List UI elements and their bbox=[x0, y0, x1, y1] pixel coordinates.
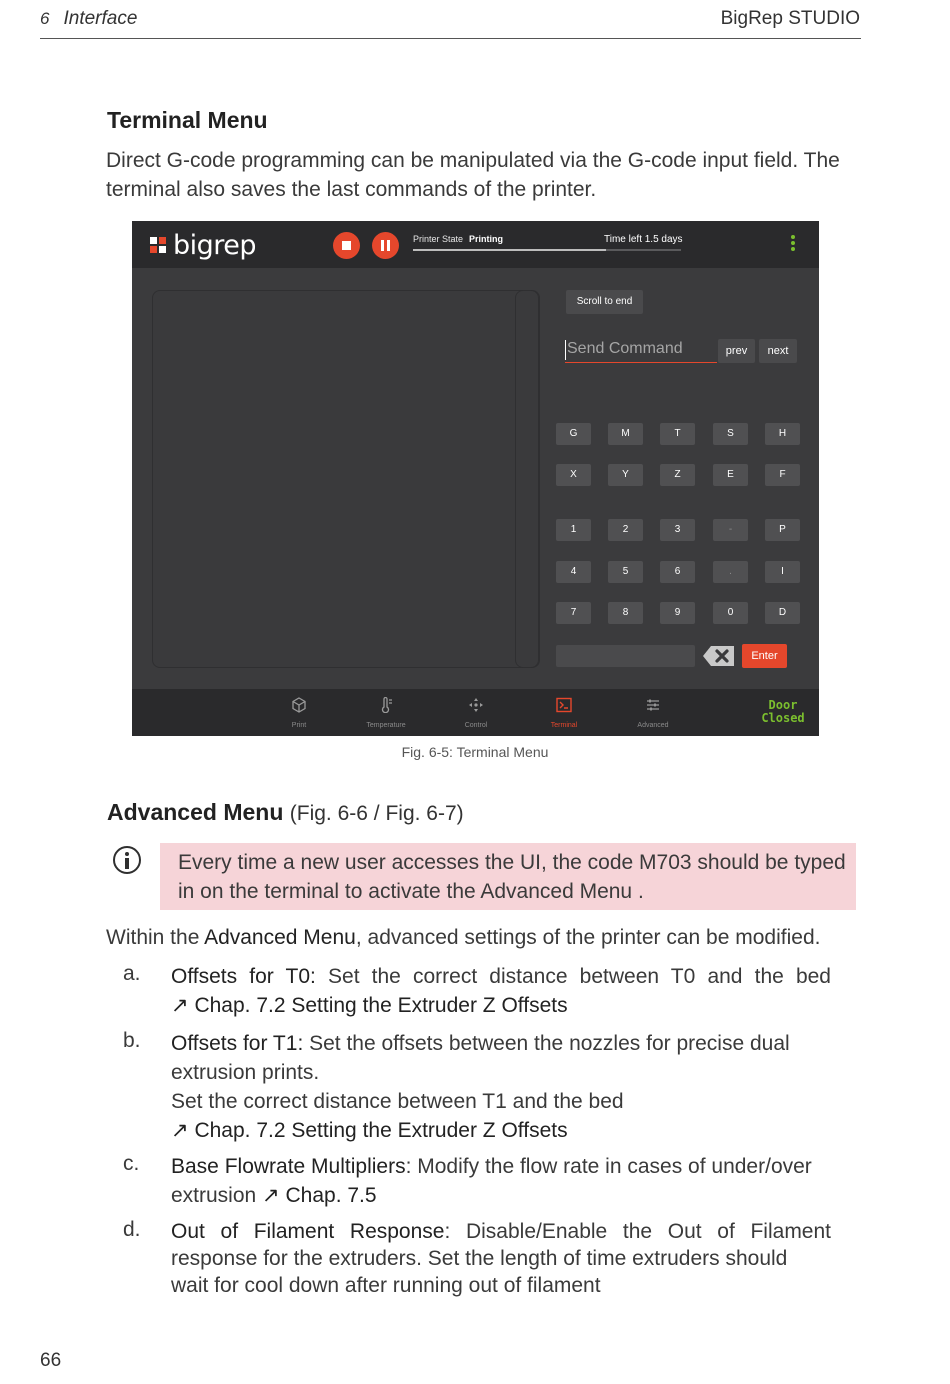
advanced-title-figure-ref: (Fig. 6-6 / Fig. 6-7) bbox=[289, 802, 464, 825]
nav-label: Print bbox=[291, 722, 307, 729]
keypad-key[interactable]: 2 bbox=[608, 519, 643, 541]
keypad-key[interactable]: 6 bbox=[660, 561, 695, 583]
nav-label: Terminal bbox=[550, 722, 578, 729]
advanced-title-text: Advanced Menu bbox=[107, 799, 284, 825]
pause-icon bbox=[381, 240, 384, 251]
running-header-product: BigRep STUDIO bbox=[720, 8, 860, 29]
nav-label: Control bbox=[464, 722, 488, 729]
keypad-key[interactable]: G bbox=[556, 423, 591, 445]
keypad-key[interactable]: 7 bbox=[556, 602, 591, 624]
list-item-keyword: Base Flowrate Multipliers bbox=[171, 1155, 406, 1178]
keypad-key[interactable]: Y bbox=[608, 464, 643, 486]
list-marker: d. bbox=[123, 1218, 141, 1241]
keypad-key[interactable]: X bbox=[556, 464, 591, 486]
printer-state-label: Printer State bbox=[413, 234, 464, 244]
chapter-reference-link[interactable]: Chap. 7.2 Setting the Extruder Z Offsets bbox=[194, 994, 568, 1017]
terminal-output-panel bbox=[152, 290, 540, 668]
logo-text: bigrep bbox=[173, 229, 257, 261]
figure-caption: Fig. 6-5: Terminal Menu bbox=[401, 744, 549, 760]
keypad-key[interactable]: E bbox=[713, 464, 748, 486]
intro-line: Direct G-code programming can be manipulated via the G-code input field. The bbox=[106, 149, 840, 172]
list-item-offsets-t0: Offsets for T0: Set the correct distance between T0 and the bed ↗ Chap. 7.2 Setting the Extruder Z Offsets bbox=[171, 965, 831, 1017]
note-line: Every time a new user accesses the UI, the code M703 should be typed bbox=[178, 851, 846, 874]
print-progress-fill bbox=[413, 249, 606, 251]
bottom-nav-bar bbox=[132, 689, 819, 736]
keypad-key[interactable]: 0 bbox=[713, 602, 748, 624]
keypad-key[interactable]: 9 bbox=[660, 602, 695, 624]
move-arrows-icon bbox=[468, 697, 484, 713]
keypad-key[interactable]: 5 bbox=[608, 561, 643, 583]
time-left-label: Time left 1.5 days bbox=[604, 234, 683, 245]
terminal-intro-paragraph bbox=[106, 146, 866, 204]
header-rule bbox=[40, 38, 861, 39]
chapter-title: Interface bbox=[63, 8, 138, 29]
keypad-key[interactable]: . bbox=[713, 561, 748, 583]
printer-state-value: Printing bbox=[469, 234, 503, 244]
section-title-terminal: Terminal Menu bbox=[107, 107, 268, 133]
keypad-key[interactable]: F bbox=[765, 464, 800, 486]
logo-mark-icon bbox=[150, 237, 166, 253]
cube-icon bbox=[291, 697, 307, 713]
keypad-key[interactable]: 8 bbox=[608, 602, 643, 624]
next-command-button[interactable]: next bbox=[759, 339, 797, 363]
nav-temperature[interactable] bbox=[351, 689, 421, 736]
nav-label: Temperature bbox=[366, 722, 406, 729]
thermometer-icon bbox=[378, 697, 394, 713]
keypad-key[interactable]: - bbox=[713, 519, 748, 541]
sliders-icon bbox=[645, 697, 661, 713]
list-item-filament-response: Out of Filament Response: Disable/Enable the Out of Filament response for the extruders. Set the length of time extruders should wait for cool down after running out of filament bbox=[171, 1220, 832, 1297]
prev-command-button[interactable]: prev bbox=[718, 339, 755, 363]
keypad-key[interactable]: 1 bbox=[556, 519, 591, 541]
terminal-menu-screenshot bbox=[132, 221, 819, 736]
list-item-flowrate: Base Flowrate Multipliers: Modify the flow rate in cases of under/over extrusion ↗ Chap. 7.5 bbox=[171, 1155, 812, 1207]
intro-line: terminal also saves the last commands of the printer. bbox=[106, 178, 597, 201]
chapter-link-arrow-icon: ↗ bbox=[262, 1184, 280, 1207]
keypad-key[interactable]: M bbox=[608, 423, 643, 445]
keypad-key[interactable]: S bbox=[713, 423, 748, 445]
door-status bbox=[752, 699, 814, 725]
list-marker: a. bbox=[123, 962, 141, 985]
chapter-number: 6 bbox=[40, 9, 50, 28]
section-title-advanced bbox=[107, 799, 464, 826]
nav-advanced[interactable] bbox=[618, 689, 688, 736]
printer-top-bar bbox=[132, 221, 819, 268]
list-item-keyword: Offsets for T0: bbox=[171, 965, 316, 988]
text-caret bbox=[565, 340, 566, 360]
pause-print-button[interactable] bbox=[372, 232, 399, 259]
backspace-icon[interactable] bbox=[702, 645, 735, 667]
chapter-reference-link[interactable]: Chap. 7.5 bbox=[285, 1184, 377, 1207]
page-number: 66 bbox=[40, 1350, 62, 1371]
terminal-icon bbox=[556, 697, 572, 713]
list-item-keyword: Out of Filament Response bbox=[171, 1220, 445, 1243]
list-item-keyword: Offsets for T1: bbox=[171, 1032, 304, 1055]
enter-button[interactable]: Enter bbox=[742, 644, 787, 668]
stop-print-button[interactable] bbox=[333, 232, 360, 259]
keypad-key[interactable]: 3 bbox=[660, 519, 695, 541]
advanced-menu-keyword: Advanced Menu bbox=[204, 926, 356, 949]
list-item-offsets-t1: Offsets for T1: Set the offsets between the nozzles for precise dual extrusion prints. Set the correct distance between T1 and the bed ↗ Chap. 7.2 Setting the Extruder Z Offsets bbox=[171, 1032, 790, 1142]
chapter-link-arrow-icon: ↗ bbox=[171, 994, 189, 1017]
list-marker: b. bbox=[123, 1029, 141, 1052]
chapter-reference-link[interactable]: Chap. 7.2 Setting the Extruder Z Offsets bbox=[194, 1119, 568, 1142]
nav-control[interactable] bbox=[441, 689, 511, 736]
nav-label: Advanced bbox=[637, 722, 669, 729]
info-icon bbox=[113, 846, 141, 874]
advanced-intro-paragraph: Within the Advanced Menu, advanced settings of the printer can be modified. bbox=[106, 926, 821, 949]
command-preview-field bbox=[556, 645, 695, 667]
terminal-scrollbar[interactable] bbox=[515, 290, 539, 668]
send-command-input[interactable] bbox=[565, 336, 717, 363]
keypad-key[interactable]: I bbox=[765, 561, 800, 583]
list-marker: c. bbox=[123, 1152, 140, 1175]
note-line: in on the terminal to activate the Advanced Menu . bbox=[178, 880, 644, 903]
keypad-key[interactable]: T bbox=[660, 423, 695, 445]
keypad-key[interactable]: 4 bbox=[556, 561, 591, 583]
keypad-key[interactable]: P bbox=[765, 519, 800, 541]
running-header-chapter bbox=[40, 8, 137, 30]
keypad-key[interactable]: Z bbox=[660, 464, 695, 486]
keypad-key[interactable]: D bbox=[765, 602, 800, 624]
keypad-key[interactable]: H bbox=[765, 423, 800, 445]
bigrep-logo bbox=[150, 231, 256, 259]
print-progress-bar bbox=[413, 249, 681, 251]
door-status-line: Closed bbox=[761, 711, 805, 725]
more-menu-icon[interactable] bbox=[787, 235, 799, 255]
stop-icon bbox=[342, 241, 351, 250]
info-note bbox=[160, 843, 856, 910]
nav-print[interactable] bbox=[264, 689, 334, 736]
scroll-to-end-button[interactable]: Scroll to end bbox=[566, 290, 643, 314]
door-status-line: Door bbox=[768, 698, 798, 712]
chapter-link-arrow-icon: ↗ bbox=[171, 1119, 189, 1142]
nav-terminal[interactable] bbox=[529, 689, 599, 736]
